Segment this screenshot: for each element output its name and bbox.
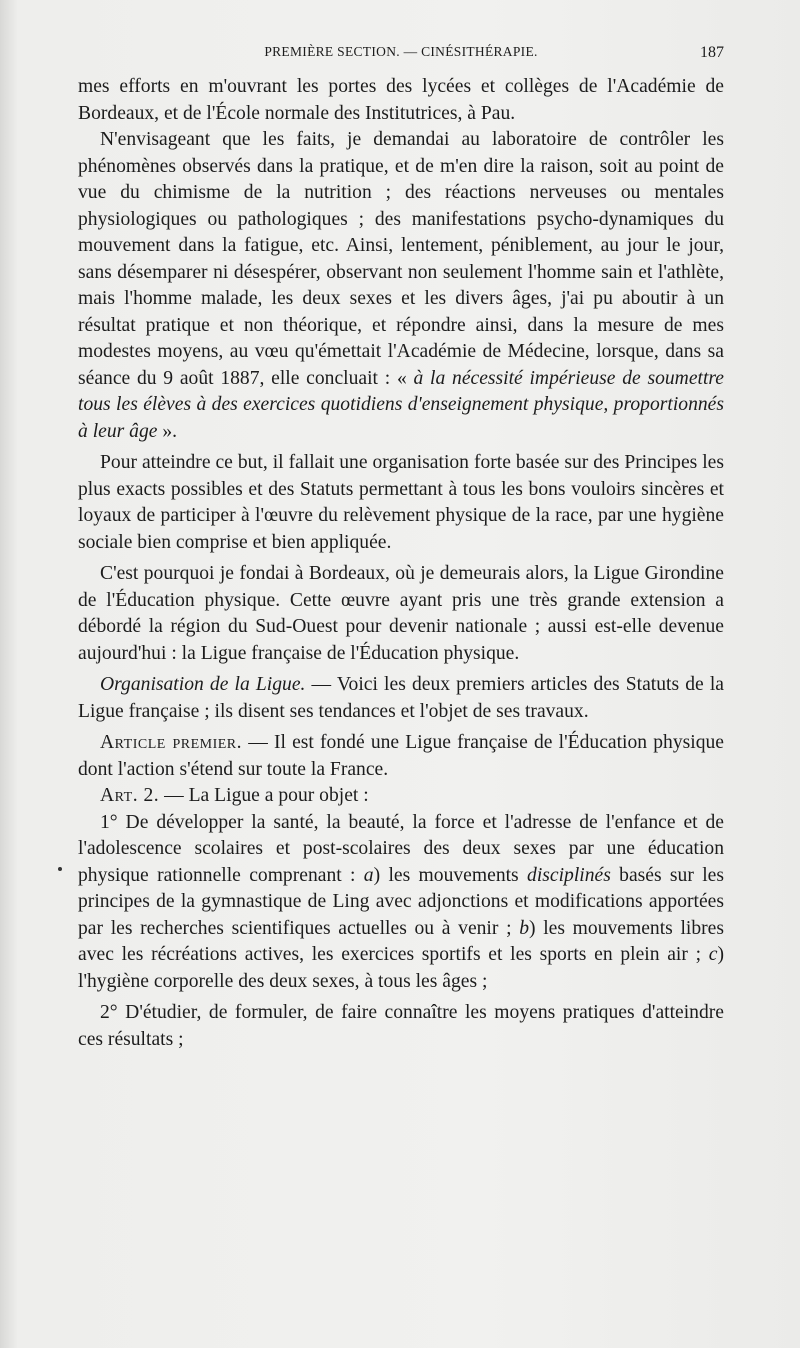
running-head: PREMIÈRE SECTION. — CINÉSITHÉRAPIE. xyxy=(264,44,538,59)
margin-mark xyxy=(58,867,62,871)
paragraph-laboratory-end: ». xyxy=(157,420,178,442)
page-body xyxy=(78,74,724,1053)
item-1-text-a: 1° De développer la santé, la beauté, la force et l'adresse de l'enfance et de l'adolescence scolaires et post-scolaires des deux sexes par une éducation physique rationnelle comprenant : xyxy=(78,811,724,886)
item-1-text-d: ) les mouvements libres avec les récréations actives, les exercices sportifs et les sports en plein air ; xyxy=(78,917,725,965)
article-2-item-2: 2° D'étudier, de formuler, de faire connaître les moyens pratiques d'atteindre ces résultats ; xyxy=(78,1002,724,1050)
paragraph-laboratory-text: N'envisageant que les faits, je demandai au laboratoire de contrôler les phénomènes observés dans la pratique, et de m'en dire la raison, soit au point de vue du chimisme de la nutrition ; des réactions nerveuses ou mentales physiologiques ou pathologiques ; des manifestations psycho-dynamiques du mouvement dans la fatigue, etc. Ainsi, lentement, péniblement, au jour le jour, sans désemparer ni désespérer, observant non seulement l'homme sain et l'athlète, mais l'homme malade, les deux sexes et les divers âges, j'ai pu aboutir à un résultat pratique et non théorique, et répondre ainsi, dans la mesure de mes modestes moyens, au vœu qu'émettait l'Académie de Médecine, lorsque, dans sa séance du 9 août 1887, elle concluait : « xyxy=(78,129,724,389)
paragraph-statuts xyxy=(78,672,724,725)
item-1-letter-a: a xyxy=(363,864,374,886)
item-1-text-c: basés sur les principes de la gymnastique de Ling avec adjonctions et modifications apportées par les recherches scientifiques actuelles ou à venir ; xyxy=(78,864,724,939)
paragraph-statuts-text: — Voici les deux premiers articles des Statuts de la Ligue française ; ils disent ses tendances et l'objet de ses travaux. xyxy=(78,674,724,722)
item-1-text-b: ) les mouvements xyxy=(373,864,528,886)
page-number: 187 xyxy=(700,44,724,61)
article-premier xyxy=(78,730,724,783)
item-1-letter-b: b xyxy=(519,917,530,939)
academy-quote: à la nécessité impérieuse de soumettre tous les élèves à des exercices quotidiens d'enseignement physique, proportionnés à leur âge xyxy=(78,367,724,442)
article-2 xyxy=(78,783,724,810)
article-premier-text: — Il est fondé une Ligue française de l'Éducation physique dont l'action s'étend sur toute la France. xyxy=(78,732,724,780)
article-2-text: — La Ligue a pour objet : xyxy=(159,785,369,806)
article-2-item-1 xyxy=(78,810,724,996)
paragraph-laboratory xyxy=(78,127,724,445)
page-header xyxy=(78,44,724,70)
item-1-disciplines: disciplinés xyxy=(527,864,611,886)
article-2-label: Art. 2. xyxy=(100,785,160,806)
paragraph-organisation: Pour atteindre ce but, il fallait une organisation forte basée sur des Principes les plus exacts possibles et des Statuts permettant à tous les bons vouloirs sincères et loyaux de participer à l'œuvre du relèvement physique de la race, par une hygiène sociale bien comprise et bien appliquée. xyxy=(78,452,724,553)
paragraph-continued: mes efforts en m'ouvrant les portes des lycées et collèges de l'Académie de Bordeaux, et de l'École normale des Institutrices, à Pau. xyxy=(78,76,724,124)
item-1-letter-c: c xyxy=(708,944,718,965)
article-premier-label: Article premier. xyxy=(100,732,243,753)
item-1-text-e: ) l'hygiène corporelle des deux sexes, à tous les âges ; xyxy=(78,944,724,992)
section-heading-organisation: Organisation de la Ligue. xyxy=(100,674,306,695)
paragraph-ligue-girondine: C'est pourquoi je fondai à Bordeaux, où je demeurais alors, la Ligue Girondine de l'Éducation physique. Cette œuvre ayant pris une très grande extension a débordé la région du Sud-Ouest pour devenir nationale ; aussi est-elle devenue aujourd'hui : la Ligue française de l'Éducation physique. xyxy=(78,563,724,664)
